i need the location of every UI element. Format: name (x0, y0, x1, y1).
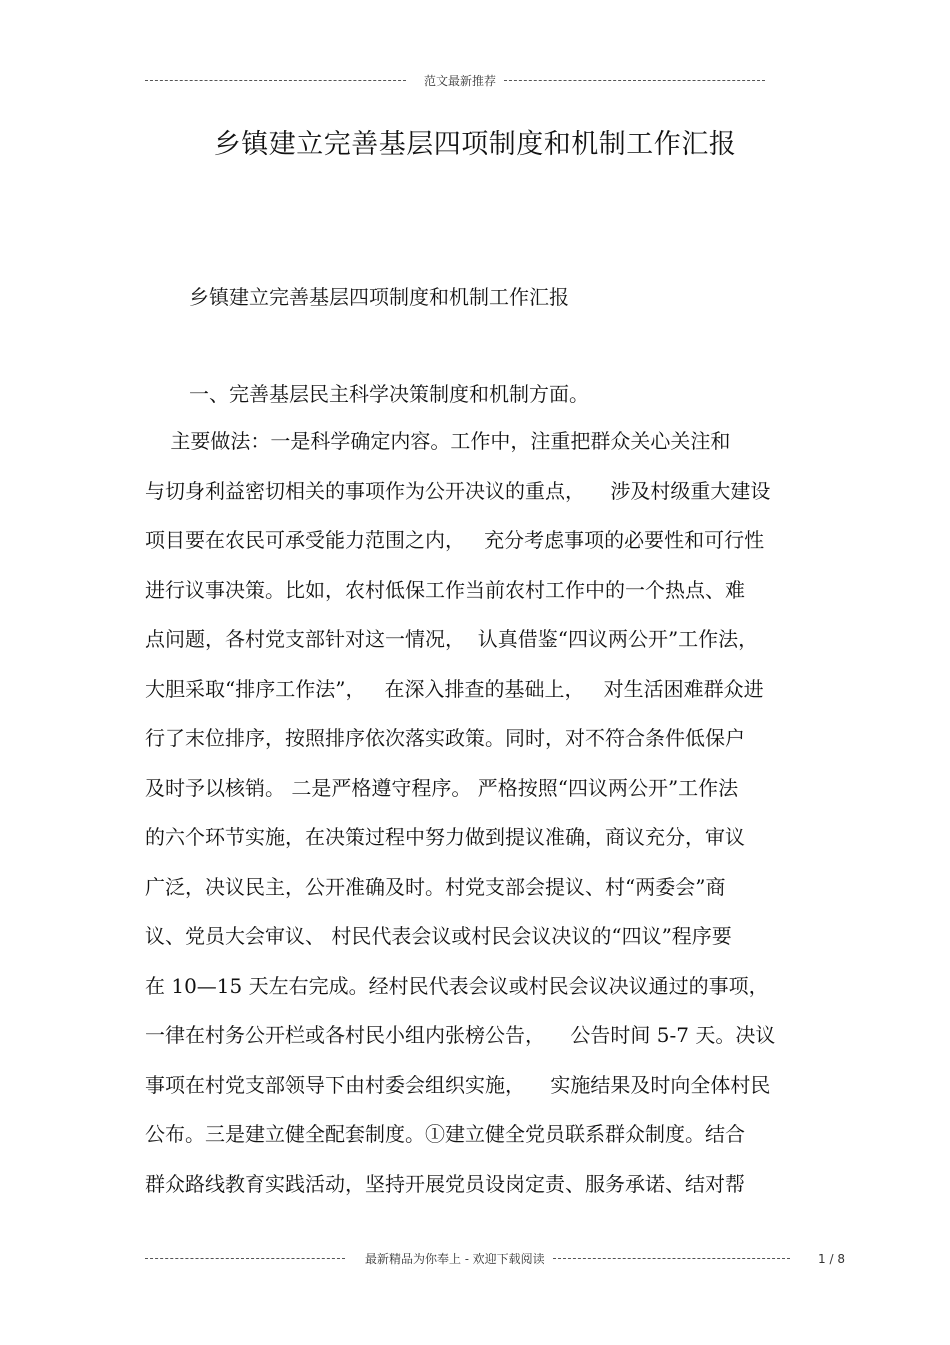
body-line: 事项在村党支部领导下由村委会组织实施， 实施结果及时向全体村民 (145, 1072, 771, 1097)
footer-text: 最新精品为你奉上 - 欢迎下载阅读 (365, 1252, 545, 1266)
body-line: 与切身利益密切相关的事项作为公开决议的重点， 涉及村级重大建设 (145, 478, 771, 503)
header-dash-left (145, 80, 406, 81)
document-title: 乡镇建立完善基层四项制度和机制工作汇报 (213, 129, 737, 160)
page-footer (145, 1250, 845, 1267)
section-heading: 一、完善基层民主科学决策制度和机制方面。 (189, 382, 589, 406)
header-dash-right (504, 80, 765, 81)
body-line: 项目要在农民可承受能力范围之内， 充分考虑事项的必要性和可行性 (145, 528, 765, 552)
page-header (145, 72, 765, 89)
document-subtitle: 乡镇建立完善基层四项制度和机制工作汇报 (189, 285, 569, 309)
body-line: 的六个环节实施，在决策过程中努力做到提议准确，商议充分，审议 (145, 825, 745, 849)
page-number: 1 / 8 (818, 1251, 845, 1266)
body-line: 在 10—15 天左右完成。经村民代表会议或村民会议决议通过的事项， (145, 973, 769, 998)
body-line: 及时予以核销。 二是严格遵守程序。 严格按照“四议两公开”工作法 (145, 775, 739, 800)
footer-dash-left (145, 1258, 345, 1259)
body-line: 公布。三是建立健全配套制度。①建立健全党员联系群众制度。结合 (145, 1122, 745, 1146)
body-line: 群众路线教育实践活动，坚持开展党员设岗定责、服务承诺、结对帮 (145, 1171, 745, 1196)
footer-dash-right (553, 1258, 790, 1259)
body-line: 一律在村务公开栏或各村民小组内张榜公告， 公告时间 5-7 天。决议 (145, 1023, 776, 1047)
body-text (145, 425, 815, 1217)
body-line: 主要做法：一是科学确定内容。工作中，注重把群众关心关注和 (145, 429, 731, 453)
body-line: 行了末位排序，按照排序依次落实政策。同时，对不符合条件低保户 (145, 726, 745, 750)
body-line: 进行议事决策。比如，农村低保工作当前农村工作中的一个热点、难 (145, 577, 745, 602)
body-line: 议、党员大会审议、 村民代表会议或村民会议决议的“四议”程序要 (145, 924, 732, 948)
body-line: 点问题，各村党支部针对这一情况， 认真借鉴“四议两公开”工作法， (145, 627, 759, 651)
body-line: 广泛，决议民主，公开准确及时。村党支部会提议、村“两委会”商 (145, 874, 726, 899)
body-line: 大胆采取“排序工作法”， 在深入排查的基础上， 对生活困难群众进 (145, 676, 764, 701)
header-text: 范文最新推荐 (424, 74, 497, 88)
